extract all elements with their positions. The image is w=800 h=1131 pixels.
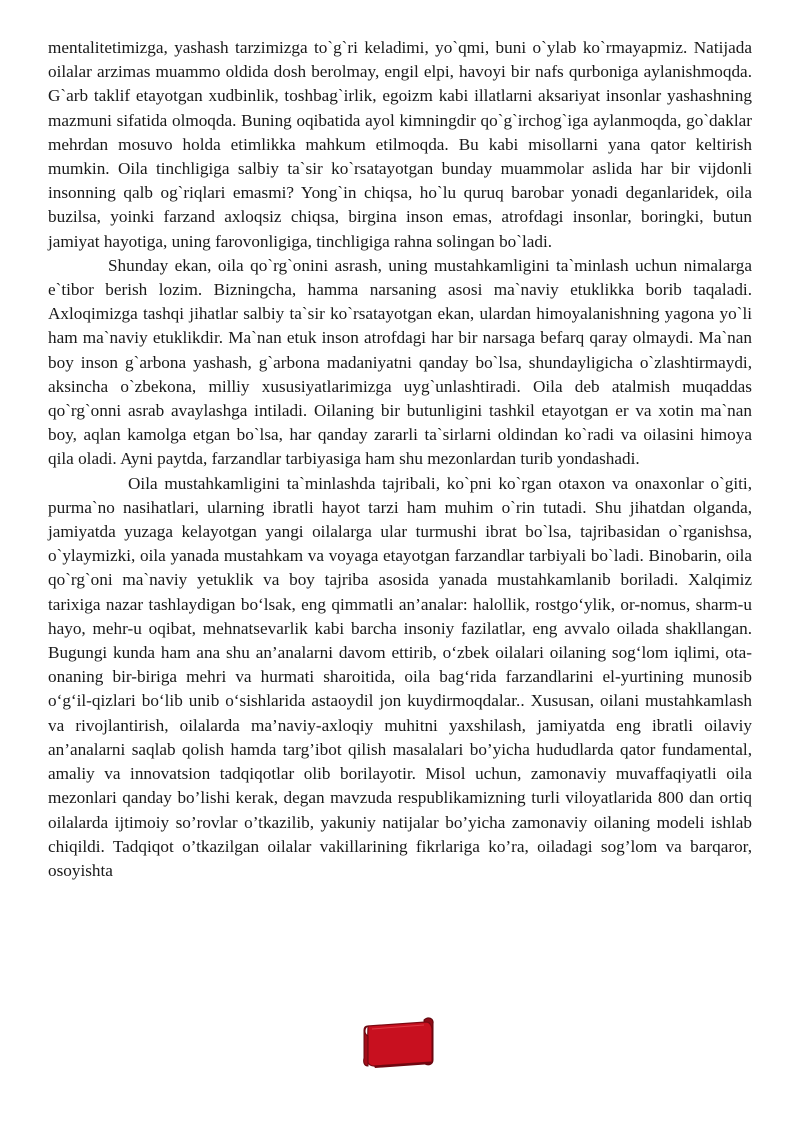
document-body xyxy=(48,36,752,883)
scroll-banner-icon xyxy=(362,1016,436,1070)
paragraph-1: mentalitetimizga, yashash tarzimizga to`g`ri keladimi, yo`qmi, buni o`ylab ko`rmayapmiz. Natijada oilalar arzimas muammo oldida dosh berolmay, engil elpi, havoyi bir nafs qurboniga aylanishmoqda. G`arb taklif etayotgan xudbinlik, toshbag`irlik, egoizm kabi illatlarni aksariyat insonlar yashashning mazmuni sifatida olmoqda. Buning oqibatida ayol kimningdir qo`g`irchog`iga aylanmoqda, go`daklar mehrdan mosuvo holda etimlikka mahkum etilmoqda. Bu kabi misollarni yana qator keltirish mumkin. Oila tinchligiga salbiy ta`sir ko`rsatayotgan bunday muammolar aslida har bir vijdonli insonning qalb og`riqlari emasmi? Yong`in chiqsa, ho`lu quruq barobar yonadi deganlaridek, oila buzilsa, yoinki farzand axloqsiz chiqsa, birgina inson emas, atrofdagi insonlar, boringki, butun jamiyat hayotiga, uning farovonligiga, tinchligiga rahna solingan bo`ladi. xyxy=(48,38,752,251)
paragraph-3: Oila mustahkamligini ta`minlashda tajribali, ko`pni ko`rgan otaxon va onaxonlar o`giti, purma`no nasihatlari, ularning ibratli hayot tarzi ham muhim o`rin tutadi. Shu jihatdan olganda, jamiyatda yuzaga kelayotgan yangi oilalarga ular turmushi ibrat bo`lsa, tajribasidan o`rganishsa, o`ylaymizki, oila yanada mustahkam va voyaga etayotgan farzandlar tarbiyali bo`ladi. Binobarin, oila qo`rg`oni ma`naviy yetuklik va boy tajriba asosida yanada mustahkamlanib boriladi. Xalqimiz tarixiga nazar tashlaydigan bo‘lsak, eng qimmatli an’analar: halollik, rostgo‘ylik, or-nomus, sharm-u hayo, mehr-u oqibat, mehnatsevarlik kabi barcha insoniy fazilatlar, eng avvalo oilada shakllangan. Bugungi kunda ham ana shu an’analarni davom ettirib, o‘zbek oilalari oilaning sog‘lom iqlimi, ota-onaning bir-biriga mehri va hurmati sharoitida, oila bag‘rida farzandlarini el-yurtining munosib o‘g‘il-qizlari bo‘lib unib o‘sishlarida astaoydil jon kuydirmoqdalar.. Xususan, oilani mustahkamlash va rivojlantirish, oilalarda ma’naviy-axloqiy muhitni yaxshilash, jamiyatda eng ibratli oilaviy an’analarni saqlab qolish hamda targ’ibot qilish masalalari bo’yicha hududlarda qator fundamental, amaliy va innovatsion tadqiqotlar olib borilayotir. Misol uchun, zamonaviy muvaffaqiyatli oila mezonlari qanday bo’lishi kerak, degan mavzuda respublikamizning turli viloyatlarida 800 dan ortiq oilalarda ijtimoiy so’rovlar o’tkazilib, yakuniy natijalar bo’yicha zamonaviy oilaning modeli ishlab chiqildi. Tadqiqot o’tkazilgan oilalar vakillarining fikrlariga ko’ra, oiladagi sog’lom va barqaror, osoyishta xyxy=(48,473,752,880)
paragraph-2: Shunday ekan, oila qo`rg`onini asrash, uning mustahkamligini ta`minlash uchun nimalarga e`tibor berish lozim. Bizningcha, hamma narsaning asosi ma`naviy etuklikka borib taqaladi. Axloqimizga tashqi jihatlar salbiy ta`sir ko`rsatayotgan ekan, ulardan himoyalanishning yagona yo`li ham ma`naviy etuklikdir. Ma`nan etuk inson atrofdagi har bir narsaga befarq qaray olmaydi. Ma`nan boy inson g`arbona yashash, g`arbona madaniyatni qanday bo`lsa, shundayligicha o`zlashtirmaydi, aksincha o`zbekona, milliy xususiyatlarimizga uyg`unlashtiradi. Oila deb atalmish muqaddas qo`rg`onni asrab avaylashga intiladi. Oilaning bir butunligini tashkil etayotgan er va xotin ma`nan boy, aqlan kamolga etgan bo`lsa, har qanday zararli ta`sirlarni oldindan ko`radi va oilasini himoya qila oladi. Ayni paytda, farzandlar tarbiyasiga ham shu mezonlardan turib yondashadi. xyxy=(48,255,752,469)
